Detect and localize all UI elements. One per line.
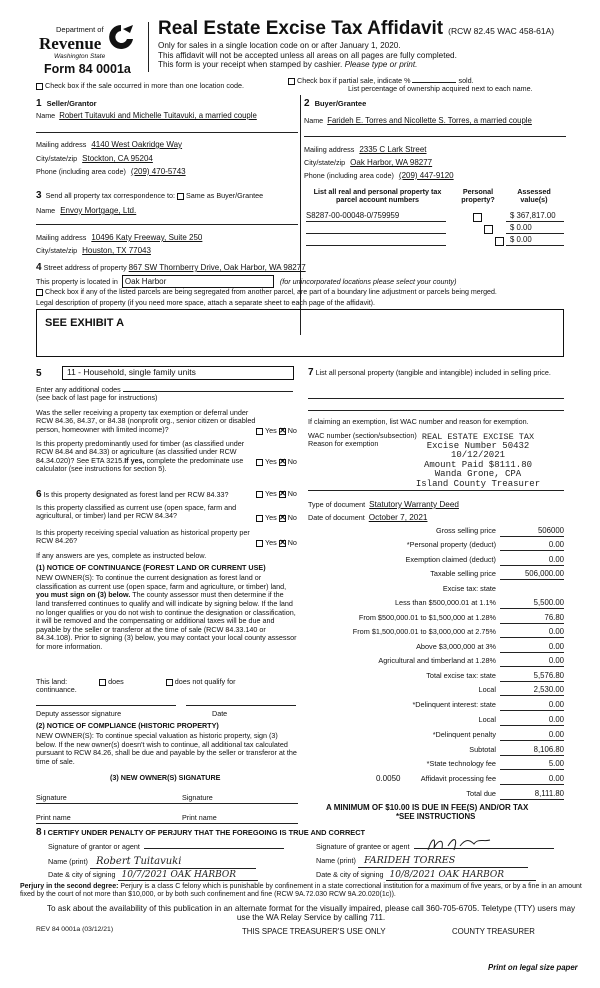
historic-question: Is this property receiving special valuation as historical property per RCW 84.26? — [36, 528, 250, 546]
calc-label: *Delinquent penalty — [432, 730, 496, 739]
calc-value-field[interactable]: 506000 — [500, 527, 564, 537]
property-street-row: 4 Street address of property 867 SW Thornberry Drive, Oak Harbor, WA 98277 — [36, 262, 306, 273]
dept-line: Department of — [56, 25, 104, 34]
buyer-phone-row: Phone (including area code) (209) 447-9120 — [304, 171, 454, 180]
calc-value-field[interactable]: 506,000.00 — [500, 570, 564, 580]
unincorporated-note: (for unincorporated locations please select your county) — [279, 277, 457, 286]
calc-label: *State technology fee — [426, 759, 496, 768]
treasurer-stamp — [412, 433, 544, 489]
property-street-field[interactable]: 867 SW Thornberry Drive, Oak Harbor, WA 98277 — [128, 263, 306, 272]
section7-text: 7 List all personal property (tangible and intangible) included in selling price. — [308, 367, 551, 378]
personal-property-checkbox[interactable] — [495, 237, 504, 246]
minimum-note: A MINIMUM OF $10.00 IS DUE IN FEE(S) AND/OR TAX — [326, 803, 529, 812]
form-title — [158, 18, 554, 40]
seller-line-extra — [36, 132, 298, 133]
stamp-line4: Amount Paid $8111.80 — [423, 459, 533, 470]
grantee-date-field[interactable]: 10/8/2021 OAK HARBOR — [386, 870, 536, 881]
buyer-city-row: City/state/zip Oak Harbor, WA 98277 — [304, 158, 433, 167]
buyer-line-extra — [304, 136, 566, 137]
calc-label: Total excise tax: state — [426, 671, 496, 680]
grantor-date-field[interactable]: 10/7/2021 OAK HARBOR — [118, 870, 258, 881]
notice1-title: (1) NOTICE OF CONTINUANCE (FOREST LAND OR CURRENT USE) — [36, 563, 266, 572]
calc-label: Less than $500,000.01 at 1.1% — [394, 598, 496, 607]
header-divider — [148, 22, 149, 72]
calc-label: Agricultural and timberland at 1.28% — [378, 656, 496, 665]
owner-print-label-1: Print name — [36, 813, 71, 822]
segregated-row: Check box if any of the listed parcels are being segregated from another parcel, are part of a boundary line adjustment or parcels being merged. — [36, 288, 497, 296]
county-treasurer: COUNTY TREASURER — [452, 927, 535, 936]
owner-print-line[interactable] — [36, 823, 298, 824]
calc-value-field[interactable]: 76.80 — [500, 614, 564, 624]
assessed-col-header: Assessed value(s) — [517, 187, 551, 205]
calc-value-field[interactable]: 0.00 — [500, 628, 564, 638]
forest-question: 6 Is this property designated as forest land per RCW 84.33? — [36, 489, 229, 500]
notice2-title: (2) NOTICE OF COMPLIANCE (HISTORIC PROPERTY) — [36, 721, 219, 730]
calc-label: Local — [478, 715, 496, 724]
buyer-city-field[interactable]: Oak Harbor, WA 98277 — [350, 158, 433, 167]
buyer-heading: 2 Buyer/Grantee — [304, 98, 367, 109]
owner-print-label-2: Print name — [182, 813, 217, 822]
forest-yes-checkbox[interactable] — [256, 491, 263, 498]
calc-value-field[interactable]: 8,111.80 — [500, 790, 564, 800]
perjury-notice: Perjury in the second degree: Perjury is a class C felony which is punishable by confinement in a state correctional institution for a maximum of five years, or by a fine in an amount fixed by the court of not more than $10,000, or by both such confinement and fine (RCW 9A.72.030 RCW 9A.20.020(1c)). — [20, 883, 582, 899]
seller-name-field[interactable]: Robert Tuitavuki and Michelle Tuitavuki, a married couple — [59, 111, 257, 120]
header-line3: This form is your receipt when stamped by cashier. Please type or print. — [158, 60, 418, 70]
alt-format-notice: To ask about the availability of this publication in an alternate format for the visually impaired, please call 360-705-6705. Teletype (TTY) users may use the WA Relay Service by calling 711. — [46, 904, 576, 923]
seller-name-row: Name Robert Tuitavuki and Michelle Tuitavuki, a married couple — [36, 111, 257, 120]
seller-mailing-row: Mailing address 4140 West Oakridge Way — [36, 140, 183, 149]
deputy-sig-label: Deputy assessor signature — [36, 709, 122, 718]
forest-no-checkbox[interactable] — [279, 491, 286, 498]
calc-value-field[interactable]: 5.00 — [500, 760, 564, 770]
rcw-text: (RCW 82.45 WAC 458-61A) — [448, 26, 555, 36]
calc-label: *Personal property (deduct) — [406, 540, 496, 549]
calc-label: Total due — [466, 789, 496, 798]
calc-value-field[interactable]: 0.00 — [500, 541, 564, 551]
exemption-yes-checkbox[interactable] — [256, 428, 263, 435]
correspondence-city-field[interactable]: Houston, TX 77043 — [82, 246, 151, 255]
grantor-name-field[interactable]: Robert Tuitavuki — [90, 856, 256, 869]
wac-row: WAC number (section/subsection) Reason for exemption — [308, 431, 417, 449]
reason-line[interactable] — [308, 490, 564, 491]
notice2-text: NEW OWNER(S): To continue special valuation as historic property, sign (3) below. If the new owner(s) doesn't wish to continue, all additional tax calculated pursuant to RCW 84.26, shall be due and payable by the seller or transferor at the time of sale. — [36, 731, 297, 766]
correspondence-name-field[interactable]: Envoy Mortgage, Ltd. — [60, 206, 137, 215]
does-checkbox[interactable] — [99, 679, 106, 686]
grantee-name-row: Name (print) FARIDEH TORRES — [316, 856, 528, 868]
stamp-line2: Excise Number 50432 — [426, 440, 530, 451]
partial-sale-row — [288, 77, 533, 94]
legal-label: Legal description of property (if you need more space, attach a separate sheet to each page of the affidavit). — [36, 299, 376, 307]
calc-value-field[interactable]: 0.00 — [500, 775, 564, 785]
buyer-mailing-field[interactable]: 2335 C Lark Street — [359, 145, 427, 154]
timber-question: Is this property predominantly used for timber (as classified under RCW 84.84 and 84.33) or agriculture (as classified under RCW 84.34.020)? See ETA 3215.If yes, complete the predominate use calculator (see instructions for section 5). — [36, 439, 245, 473]
seller-phone-row: Phone (including area code) (209) 470-5743 — [36, 167, 186, 176]
parcel-number-field[interactable] — [306, 224, 446, 234]
calc-value-field[interactable]: 5,576.80 — [500, 672, 564, 682]
buyer-name-row: Name Farideh E. Torres and Nicollette S. Torres, a married couple — [304, 116, 532, 125]
seller-heading: 1 Seller/Grantor — [36, 98, 97, 109]
local-rate: 0.0050 — [376, 774, 401, 783]
calc-value-field[interactable]: 0.00 — [500, 556, 564, 566]
this-land-row: This land: does does not qualify for continuance. — [36, 677, 236, 695]
personal-property-checkbox[interactable] — [484, 225, 493, 234]
deputy-date-line — [186, 705, 296, 706]
historic-yes-no: Yes ✕ No — [256, 539, 297, 547]
ownership-note: List percentage of ownership acquired next to each name. — [348, 84, 533, 94]
calc-label: Subtotal — [469, 745, 496, 754]
personal-property-line-1[interactable] — [308, 398, 564, 399]
parcel-number-field[interactable]: S8287-00-00048-0/759959 — [306, 212, 446, 222]
located-select[interactable]: Oak Harbor — [122, 275, 274, 288]
calc-label: Excise tax: state — [442, 584, 496, 593]
assessed-value-field[interactable]: $ 0.00 — [506, 224, 564, 234]
current-use-yes-no: Yes ✕ No — [256, 514, 297, 522]
owner-sig-label-1: Signature — [36, 793, 67, 802]
grantor-name-row: Name (print) Robert Tuitavuki — [48, 856, 256, 869]
owner-sig-label-2: Signature — [182, 793, 213, 802]
grantor-signature-field[interactable] — [144, 848, 284, 849]
does-not-checkbox[interactable] — [166, 679, 173, 686]
parcel-number-field[interactable] — [306, 236, 446, 246]
correspondence-mailing-row: Mailing address 10496 Katy Freeway, Suite 250 — [36, 233, 203, 242]
header-line1: Only for sales in a single location code on or after January 1, 2020. — [158, 41, 401, 50]
calc-label: Affidavit processing fee — [420, 774, 496, 783]
revenue-logo-icon — [108, 23, 134, 51]
grantee-name-field[interactable]: FARIDEH TORRES — [358, 856, 528, 868]
personal-col-header: Personal property? — [461, 187, 495, 205]
historic-yes-checkbox[interactable] — [256, 540, 263, 547]
personal-property-line-2[interactable] — [308, 410, 564, 411]
personal-property-checkbox[interactable] — [473, 213, 482, 222]
exemption-yes-no: Yes ✕ No — [256, 427, 297, 435]
calc-label: Local — [478, 685, 496, 694]
forest-yes-no: Yes ✕ No — [256, 490, 297, 498]
assessed-value-field[interactable]: $ 0.00 — [506, 236, 564, 246]
grantor-sig-row: Signature of grantor or agent — [48, 843, 284, 851]
revenue-wordmark: Revenue — [39, 34, 102, 53]
calc-value-field[interactable]: 0.00 — [500, 657, 564, 667]
current-use-question: Is this property classified as current use (open space, farm and agricultural, or timber) land per RCW 84.34? — [36, 503, 237, 521]
additional-codes-field[interactable] — [123, 391, 293, 392]
seller-mailing-field[interactable]: 4140 West Oakridge Way — [91, 140, 183, 149]
correspondence-city-row: City/state/zip Houston, TX 77043 — [36, 246, 151, 255]
calc-value-field[interactable]: 5,500.00 — [500, 599, 564, 609]
partial-sale-percent-field[interactable] — [412, 82, 456, 83]
buyer-mailing-row: Mailing address 2335 C Lark Street — [304, 145, 427, 154]
grantee-date-row: Date & city of signing 10/8/2021 OAK HARBOR — [316, 870, 536, 881]
grantee-sig-row: Signature of grantee or agent — [316, 843, 554, 851]
stamp-line3: 10/12/2021 — [450, 450, 505, 461]
calc-value-field[interactable]: 0.00 — [500, 731, 564, 741]
exemption-no-checkbox[interactable] — [279, 428, 286, 435]
timber-yes-checkbox[interactable] — [256, 459, 263, 466]
title-text: Real Estate Excise Tax Affidavit — [158, 18, 444, 39]
legal-description-box[interactable] — [36, 309, 564, 357]
multi-location-checkbox[interactable] — [36, 83, 43, 90]
certify-heading: 8 I CERTIFY UNDER PENALTY OF PERJURY THAT THE FOREGOING IS TRUE AND CORRECT — [36, 827, 366, 838]
seller-phone-field[interactable]: (209) 470-5743 — [130, 167, 186, 176]
section3-heading: 3 Send all property tax correspondence to: Same as Buyer/Grantee — [36, 190, 264, 201]
sold-label: sold. — [458, 76, 474, 85]
same-as-buyer-checkbox[interactable] — [177, 193, 184, 200]
multi-location-row — [36, 82, 244, 90]
doc-date-field[interactable]: October 7, 2021 — [368, 513, 428, 522]
treasurer-space: THIS SPACE TREASURER'S USE ONLY — [242, 927, 386, 936]
assessed-value-field[interactable]: $ 367,817.00 — [506, 212, 564, 222]
header-line2: This affidavit will not be accepted unless all areas on all pages are fully completed. — [158, 50, 457, 60]
grantor-date-row: Date & city of signing 10/7/2021 OAK HARBOR — [48, 870, 258, 881]
rev-number: REV 84 0001a (03/12/21) — [36, 926, 114, 933]
timber-yes-no: Yes ✕ No — [256, 458, 297, 466]
form-number: Form 84 0001a — [44, 62, 131, 76]
answers-note: If any answers are yes, complete as instructed below. — [36, 551, 207, 560]
stamp-line1: REAL ESTATE EXCISE TAX — [421, 432, 535, 442]
current-use-yes-checkbox[interactable] — [256, 515, 263, 522]
historic-no-checkbox[interactable] — [279, 540, 286, 547]
parcel-col-header: List all real and personal property tax parcel account numbers — [313, 187, 442, 205]
doc-type-field[interactable]: Statutory Warranty Deed — [369, 500, 459, 509]
deputy-sig-line — [36, 705, 176, 706]
buyer-name-field[interactable]: Farideh E. Torres and Nicollette S. Torres, a married couple — [327, 116, 532, 125]
calc-label: Taxable selling price — [430, 569, 496, 578]
current-use-no-checkbox[interactable] — [279, 515, 286, 522]
calc-label: Exemption claimed (deduct) — [405, 555, 496, 564]
calc-label: From $1,500,000.01 to $3,000,000 at 2.75% — [352, 627, 496, 636]
buyer-phone-field[interactable]: (209) 447-9120 — [398, 171, 454, 180]
additional-codes-row: Enter any additional codes (see back of last page for instructions) — [36, 386, 293, 403]
stamp-line6: Island County Treasurer — [415, 478, 541, 489]
calc-value-field[interactable]: 0.00 — [500, 643, 564, 653]
calc-value-field[interactable]: 2,530.00 — [500, 686, 564, 696]
correspondence-name-row: Name Envoy Mortgage, Ltd. — [36, 206, 137, 215]
partial-sale-label: Check box if partial sale, indicate % — [297, 76, 411, 85]
notice3-title: (3) NEW OWNER(S) SIGNATURE — [110, 773, 221, 782]
stamp-line5: Wanda Grone, CPA — [434, 469, 522, 480]
calc-value-field[interactable]: 0.00 — [500, 701, 564, 711]
calc-label: From $500,000.01 to $1,500,000 at 1.28% — [358, 613, 496, 622]
calc-label: Above $3,000,000 at 3% — [416, 642, 496, 651]
header-notes — [158, 41, 457, 70]
doc-type-row: Type of document Statutory Warranty Deed — [308, 500, 459, 509]
logo-block — [38, 21, 138, 81]
see-instructions: *SEE INSTRUCTIONS — [396, 812, 476, 821]
calc-value-field[interactable]: 0.00 — [500, 716, 564, 726]
owner-sig-line[interactable] — [36, 803, 298, 804]
segregated-checkbox[interactable] — [36, 289, 43, 296]
state-line: Washington State — [54, 53, 106, 60]
calc-label: *Delinquent interest: state — [412, 700, 496, 709]
land-use-select[interactable]: 11 - Household, single family units — [62, 366, 294, 380]
exemption-question: Was the seller receiving a property tax exemption or deferral under RCW 84.36, 84.37, or 84.38 (nonprofit org., senior citizen or disabled person, homeowner with limited income)? — [36, 408, 256, 434]
deputy-date-label: Date — [212, 709, 228, 718]
notice1-text: NEW OWNER(S): To continue the current designation as forest land or classification as current use (open space, farm and agriculture, or timber) land, you must sign on (3) below. The county assessor must then determine if the land transferred continues to qualify and will indicate by signing below. If the land no longer qualifies or you do not wish to continue the designation or classification, it will be removed and the compensating or additional taxes will be due and payable by the seller or transferor at the time of sale (RCW 84.33.140 or 84.34.108). Prior to signing (3) below, you may contact your local county assessor for more information. — [36, 573, 297, 652]
correspondence-mailing-field[interactable]: 10496 Katy Freeway, Suite 250 — [91, 233, 203, 242]
seller-city-row: City/state/zip Stockton, CA 95204 — [36, 154, 153, 163]
seller-city-field[interactable]: Stockton, CA 95204 — [82, 154, 153, 163]
section5-heading: 5 — [36, 368, 42, 379]
calc-value-field[interactable]: 8,106.80 — [500, 746, 564, 756]
multi-location-label: Check box if the sale occurred in more than one location code. — [45, 81, 244, 90]
calc-label: Gross selling price — [435, 526, 496, 535]
legal-description-value: SEE EXHIBIT A — [45, 317, 125, 329]
grantee-signature-scribble — [424, 834, 494, 854]
timber-no-checkbox[interactable] — [279, 459, 286, 466]
located-row: This property is located in Oak Harbor (for unincorporated locations please select your county) — [36, 275, 457, 288]
exemption-label: If claiming an exemption, list WAC number and reason for exemption. — [308, 417, 529, 426]
partial-sale-checkbox[interactable] — [288, 78, 295, 85]
grantee-signature-field[interactable] — [414, 848, 554, 849]
doc-date-row: Date of document October 7, 2021 — [308, 513, 428, 522]
print-legal-note: Print on legal size paper — [488, 963, 578, 972]
correspondence-line-extra — [36, 224, 298, 225]
